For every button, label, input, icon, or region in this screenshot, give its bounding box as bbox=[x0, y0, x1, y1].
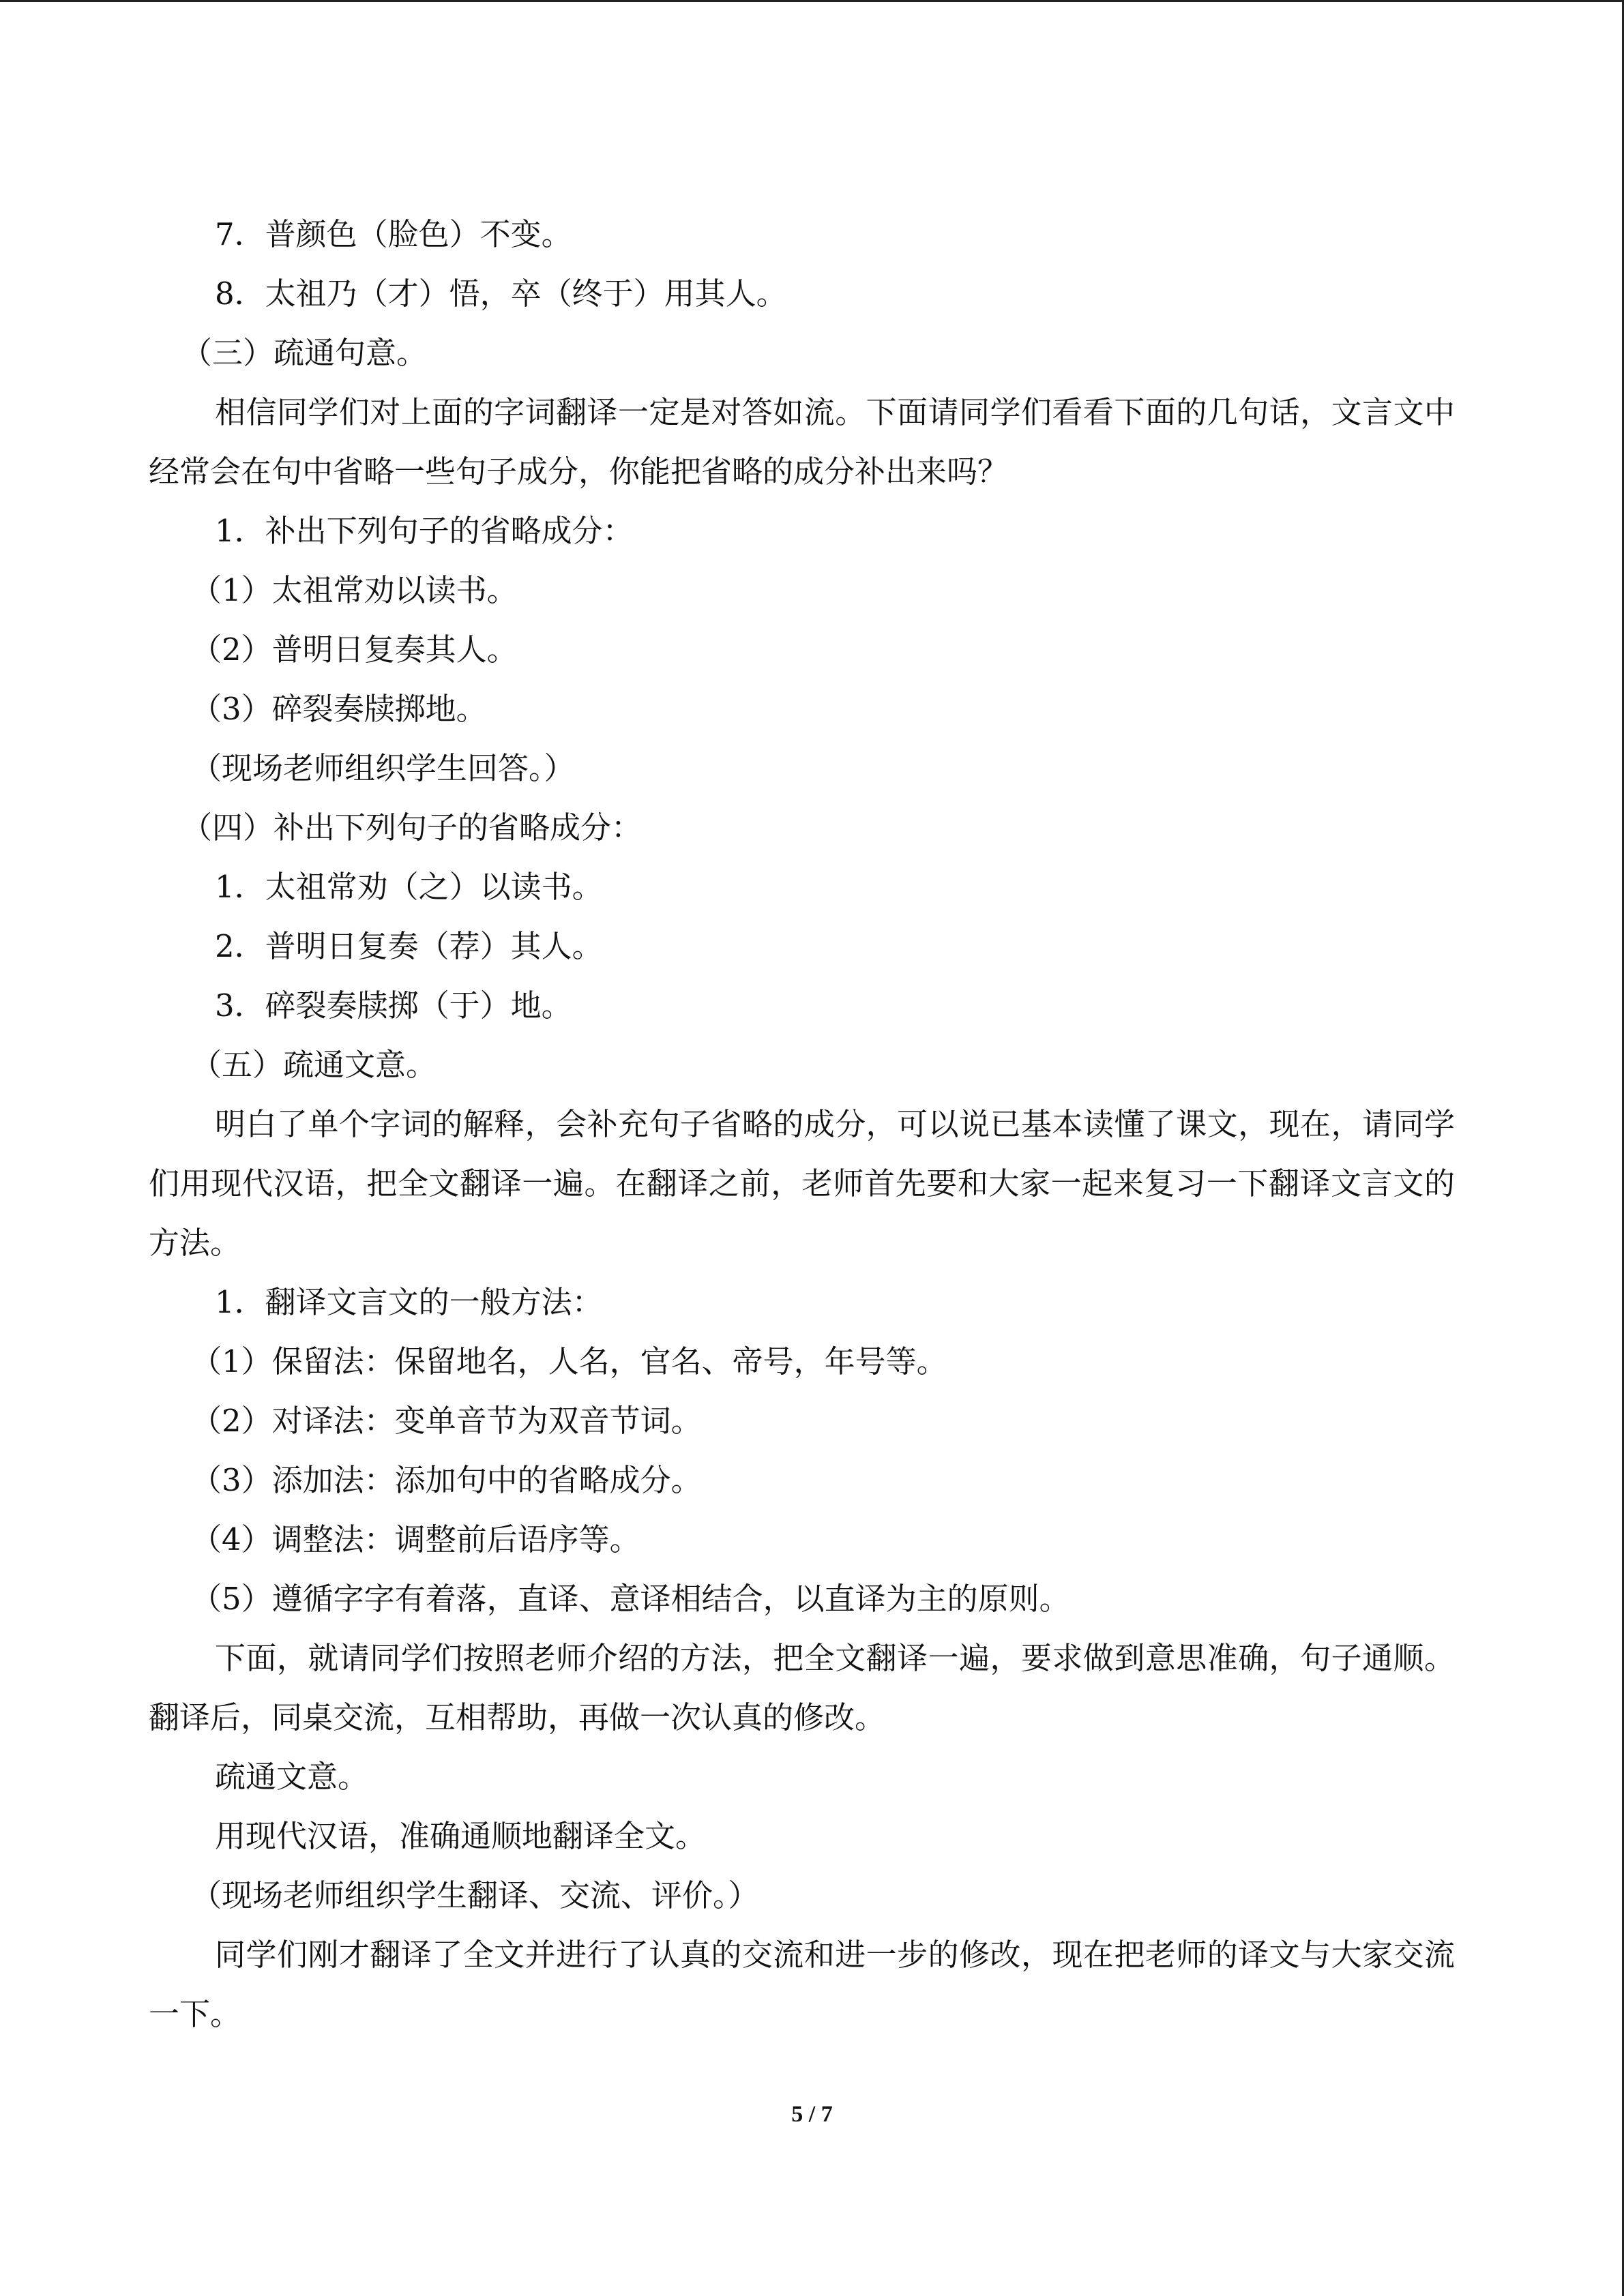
paragraph: 下面，就请同学们按照老师介绍的方法，把全文翻译一遍，要求做到意思准确，句子通顺。翻译后，同桌交流，互相帮助，再做一次认真的修改。 bbox=[149, 1640, 1455, 1735]
list-item: 1．翻译文言文的一般方法： bbox=[215, 1284, 603, 1320]
list-item: （3）添加法：添加句中的省略成分。 bbox=[191, 1462, 702, 1498]
paragraph: 明白了单个字词的解释，会补充句子省略的成分，可以说已基本读懂了课文，现在，请同学们用现代汉语，把全文翻译一遍。在翻译之前，老师首先要和大家一起来复习一下翻译文言文的方法。 bbox=[149, 1106, 1455, 1261]
paragraph: 疏通文意。 bbox=[215, 1759, 369, 1795]
list-item: 8．太祖乃（才）悟，卒（终于）用其人。 bbox=[215, 275, 787, 312]
document-body bbox=[149, 205, 1455, 2044]
section-heading: （五）疏通文意。 bbox=[191, 1047, 437, 1083]
list-item: （4）调整法：调整前后语序等。 bbox=[191, 1521, 640, 1557]
list-item: （1）保留法：保留地名，人名，官名、帝号，年号等。 bbox=[191, 1343, 947, 1380]
note: （现场老师组织学生翻译、交流、评价。） bbox=[191, 1877, 759, 1913]
page-number: 5 / 7 bbox=[791, 2102, 833, 2127]
list-item: 2．普明日复奏（荐）其人。 bbox=[215, 928, 603, 964]
list-item: （2）对译法：变单音节为双音节词。 bbox=[191, 1403, 702, 1439]
list-item: （1）太祖常劝以读书。 bbox=[191, 572, 518, 608]
list-item: 3．碎裂奏牍掷（于）地。 bbox=[215, 987, 572, 1024]
list-item: （3）碎裂奏牍掷地。 bbox=[191, 691, 487, 727]
paragraph: 相信同学们对上面的字词翻译一定是对答如流。下面请同学们看看下面的几句话，文言文中经常会在句中省略一些句子成分，你能把省略的成分补出来吗？ bbox=[149, 394, 1455, 490]
note: （现场老师组织学生回答。） bbox=[191, 750, 575, 786]
list-item: （2）普明日复奏其人。 bbox=[191, 631, 518, 668]
section-heading: （四）补出下列句子的省略成分： bbox=[181, 809, 643, 846]
list-item: 1．补出下列句子的省略成分： bbox=[215, 513, 634, 549]
list-item: 1．太祖常劝（之）以读书。 bbox=[215, 869, 603, 905]
page-border-top bbox=[0, 0, 1624, 2]
list-item: （5）遵循字字有着落，直译、意译相结合，以直译为主的原则。 bbox=[191, 1581, 1070, 1617]
paragraph: 用现代汉语，准确通顺地翻译全文。 bbox=[215, 1818, 707, 1854]
paragraph: 同学们刚才翻译了全文并进行了认真的交流和进一步的修改，现在把老师的译文与大家交流一下。 bbox=[149, 1937, 1455, 2032]
list-item: 7．普颜色（脸色）不变。 bbox=[215, 216, 572, 252]
section-heading: （三）疏通句意。 bbox=[181, 335, 428, 371]
